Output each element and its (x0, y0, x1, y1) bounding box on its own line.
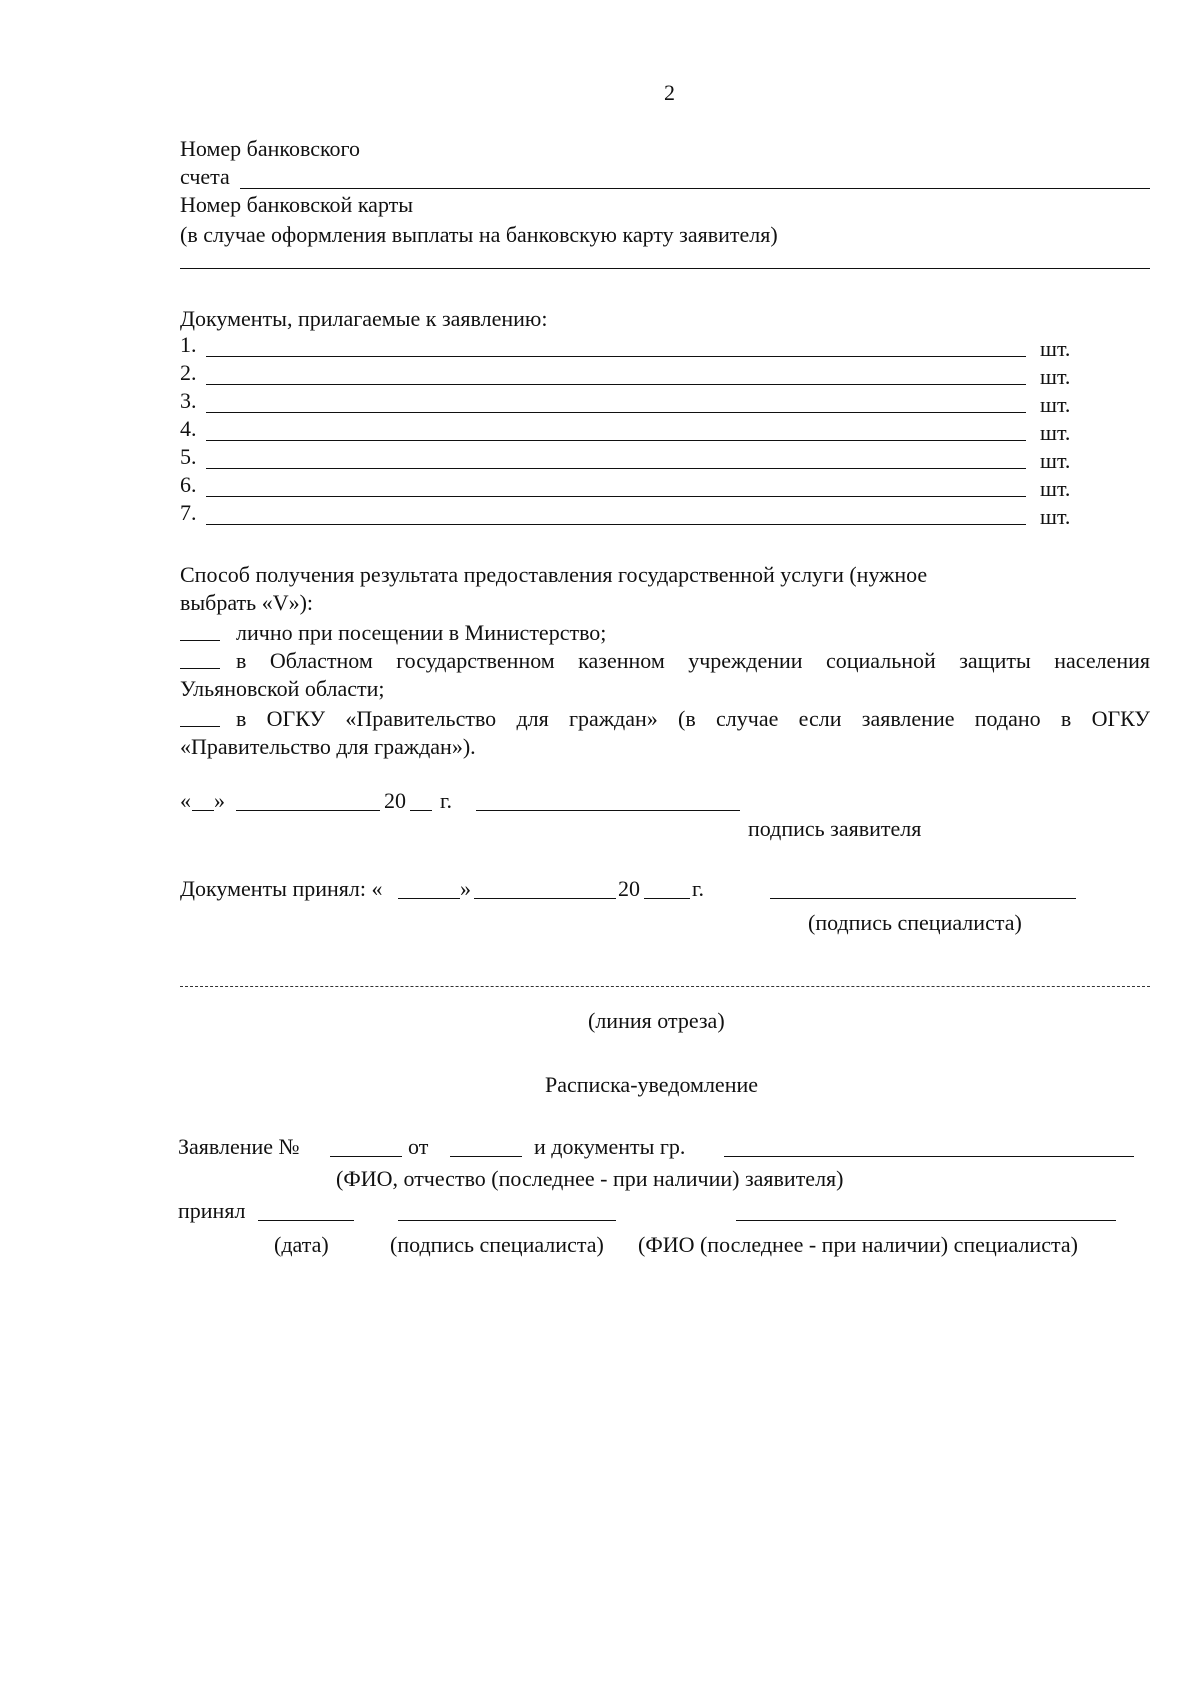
documents-heading: Документы, прилагаемые к заявлению: (180, 306, 548, 331)
date-year-field[interactable] (410, 810, 432, 811)
document-item-field[interactable] (206, 440, 1026, 441)
method-heading: Способ получения результата предоставления государственной услуги (нужное (180, 562, 928, 587)
document-item-number: 3. (180, 388, 197, 413)
option-2-label: в Областном государственном казенном учреждении социальной защиты населения (236, 648, 1150, 673)
receipt-specialist-name-field[interactable] (736, 1220, 1116, 1221)
cut-line-caption: (линия отреза) (588, 1008, 725, 1033)
document-item-unit: шт. (1040, 392, 1071, 417)
document-item-number: 6. (180, 472, 197, 497)
document-item-field[interactable] (206, 384, 1026, 385)
applicant-signature-caption: подпись заявителя (748, 816, 922, 841)
accepted-year-prefix: 20 (618, 876, 640, 901)
document-item-unit: шт. (1040, 364, 1071, 389)
method-heading-cont: выбрать «V»): (180, 590, 314, 615)
receipt-fio-caption: (ФИО, отчество (последнее - при наличии) заявителя) (336, 1166, 844, 1191)
date-year-suffix: г. (440, 788, 453, 813)
option-2-label-cont: Ульяновской области; (180, 676, 385, 701)
applicant-signature-field[interactable] (476, 810, 740, 811)
date-open-quote: « (180, 788, 191, 813)
cut-line (180, 986, 1150, 987)
bank-account-field[interactable] (240, 188, 1150, 189)
bank-account-label-cont: счета (180, 164, 230, 189)
option-3-label-cont: «Правительство для граждан»). (180, 734, 476, 759)
document-item-unit: шт. (1040, 336, 1071, 361)
receipt-date-caption: (дата) (274, 1232, 329, 1257)
receipt-signature-caption: (подпись специалиста) (390, 1232, 604, 1257)
document-item-number: 5. (180, 444, 197, 469)
option-1-label: лично при посещении в Министерство; (236, 620, 607, 645)
document-item-unit: шт. (1040, 420, 1071, 445)
receipt-signature-field[interactable] (398, 1220, 616, 1221)
document-item-field[interactable] (206, 468, 1026, 469)
bank-card-label: Номер банковской карты (180, 192, 414, 217)
receipt-statement-number-field[interactable] (330, 1156, 402, 1157)
date-month-field[interactable] (236, 810, 380, 811)
page-number: 2 (664, 80, 675, 105)
receipt-from-label: от (408, 1134, 429, 1159)
accepted-year-field[interactable] (644, 898, 690, 899)
option-3-checkbox[interactable] (180, 726, 220, 727)
document-item-field[interactable] (206, 496, 1026, 497)
document-item-unit: шт. (1040, 504, 1071, 529)
document-item-number: 1. (180, 332, 197, 357)
receipt-date-field[interactable] (258, 1220, 354, 1221)
receipt-specialist-caption: (ФИО (последнее - при наличии) специалиста) (638, 1232, 1078, 1257)
document-item-unit: шт. (1040, 448, 1071, 473)
date-close-quote: » (214, 788, 225, 813)
receipt-applicant-name-field[interactable] (724, 1156, 1134, 1157)
receipt-statement-date-field[interactable] (450, 1156, 522, 1157)
accepted-year-suffix: г. (692, 876, 705, 901)
receipt-accepted-label: принял (178, 1198, 246, 1223)
accepted-day-field[interactable] (398, 898, 460, 899)
document-item-field[interactable] (206, 524, 1026, 525)
receipt-statement-label: Заявление № (178, 1134, 300, 1159)
option-2-checkbox[interactable] (180, 668, 220, 669)
specialist-signature-field[interactable] (770, 898, 1076, 899)
option-1-checkbox[interactable] (180, 640, 220, 641)
document-item-number: 2. (180, 360, 197, 385)
date-day-field[interactable] (192, 810, 214, 811)
document-item-field[interactable] (206, 356, 1026, 357)
bank-account-label: Номер банковского (180, 136, 361, 161)
option-3-label: в ОГКУ «Правительство для граждан» (в случае если заявление подано в ОГКУ (236, 706, 1150, 731)
accepted-month-field[interactable] (474, 898, 616, 899)
bank-card-field[interactable] (180, 268, 1150, 269)
date-year-prefix: 20 (384, 788, 406, 813)
receipt-documents-label: и документы гр. (534, 1134, 686, 1159)
document-item-unit: шт. (1040, 476, 1071, 501)
document-item-field[interactable] (206, 412, 1026, 413)
document-item-number: 4. (180, 416, 197, 441)
specialist-signature-caption: (подпись специалиста) (808, 910, 1022, 935)
accepted-close-quote: » (460, 876, 471, 901)
bank-card-note: (в случае оформления выплаты на банковскую карту заявителя) (180, 222, 778, 247)
document-item-number: 7. (180, 500, 197, 525)
accepted-label: Документы принял: « (180, 876, 383, 901)
receipt-title: Расписка-уведомление (545, 1072, 759, 1097)
